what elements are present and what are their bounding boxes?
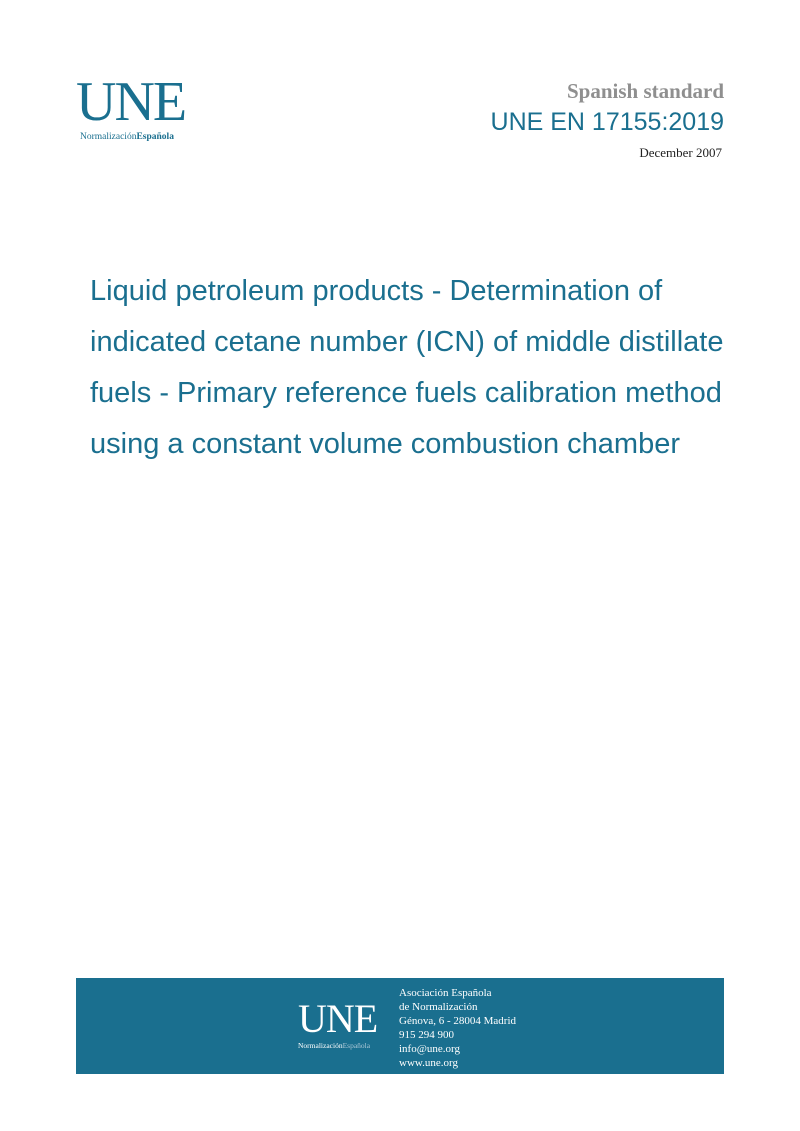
- org-name-line2: de Normalización: [399, 1001, 478, 1013]
- footer-logo-tagline: [298, 1041, 388, 1050]
- org-name-line1: Asociación Española: [399, 987, 492, 999]
- logo-wordmark: UNE: [76, 71, 186, 133]
- footer-logo-wordmark: UNE: [298, 996, 378, 1041]
- document-title: Liquid petroleum products - Determination of indicated cetane number (ICN) of middle distillate fuels - Primary reference fuels calibration method using a constant volume combustion chamber: [90, 275, 724, 460]
- une-logo: [76, 71, 216, 144]
- footer-logo-tagline-part1: Normalización: [298, 1041, 343, 1050]
- standard-kind: Spanish standard: [567, 79, 724, 103]
- standard-code: UNE EN 17155:2019: [490, 108, 724, 136]
- logo-tagline-part2: Española: [136, 132, 174, 142]
- footer-band: [76, 978, 724, 1074]
- footer-une-logo: [298, 996, 388, 1059]
- org-phone: 915 294 900: [399, 1029, 454, 1041]
- logo-tagline-part1: Normalización: [80, 132, 137, 142]
- org-address: Génova, 6 - 28004 Madrid: [399, 1015, 517, 1027]
- standard-date: December 2007: [639, 145, 722, 160]
- org-email[interactable]: info@une.org: [399, 1043, 460, 1055]
- standard-header: [491, 78, 724, 162]
- footer-contact: [399, 986, 516, 1070]
- org-website[interactable]: www.une.org: [399, 1057, 458, 1069]
- logo-tagline: [80, 132, 216, 142]
- footer-logo-tagline-part2: Española: [342, 1041, 371, 1050]
